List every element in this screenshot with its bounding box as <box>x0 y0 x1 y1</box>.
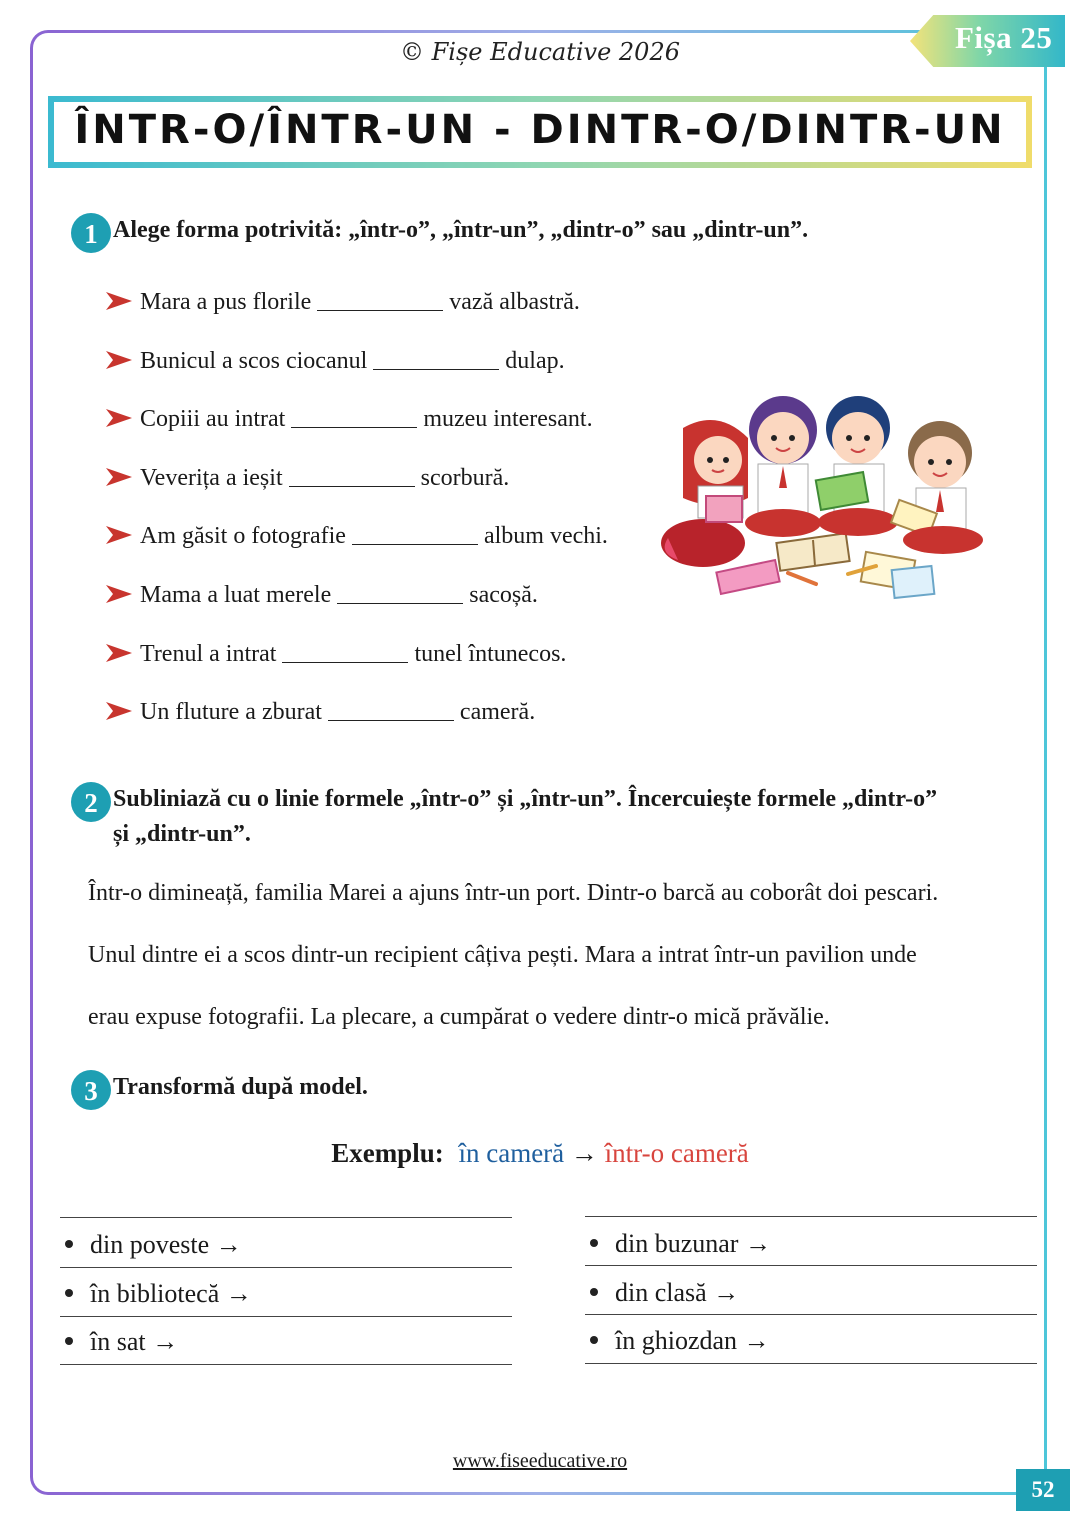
fill-in-blank[interactable] <box>352 522 478 545</box>
sheet-label: Fișa 25 <box>955 20 1053 55</box>
red-arrow-icon <box>106 524 132 546</box>
child-1-icon <box>661 420 748 567</box>
exercise-2-text-line-2: Unul dintre ei a scos dintr-un recipient câțiva pești. Mara a intrat într-un pavilion unde <box>88 942 917 968</box>
page-title: ÎNTR-O/ÎNTR-UN - DINTR-O/DINTR-UN <box>74 107 1006 153</box>
exercise-2-text-line-1: Într-o dimineață, familia Marei a ajuns într-un port. Dintr-o barcă au coborât doi pescari. <box>88 880 939 906</box>
exercise-3-number: 3 <box>71 1070 111 1110</box>
fill-in-item <box>106 463 509 493</box>
transform-item-left-1: din poveste → <box>65 1230 242 1260</box>
fill-in-item <box>106 639 566 669</box>
fill-in-item <box>106 346 565 376</box>
exercise-2-instruction <box>113 782 1013 852</box>
fill-in-item-after: tunel întunecos. <box>414 641 567 667</box>
child-3-icon <box>816 396 898 536</box>
fill-in-blank[interactable] <box>291 405 417 428</box>
example-line <box>0 1138 1080 1169</box>
fill-in-item-after: sacoșă. <box>469 582 538 608</box>
fill-in-blank[interactable] <box>289 464 415 487</box>
fill-in-item-before: Veverița a ieșit <box>140 465 283 491</box>
exercise-1-instruction: Alege forma potrivită: „într-o”, „într-un”, „dintr-o” sau „dintr-un”. <box>113 217 809 243</box>
fill-in-item-after: scorbură. <box>420 465 510 491</box>
transform-item-right-1: din buzunar → <box>590 1229 771 1259</box>
exercise-2-instruction-line-1: Subliniază cu o linie formele „într-o” și „într-un”. Încercuiește formele „dintr-o” <box>113 786 938 812</box>
children-reading-illustration <box>658 388 988 610</box>
answer-line <box>585 1265 1037 1266</box>
fill-in-item-before: Trenul a intrat <box>140 641 277 667</box>
exercise-3-instruction: Transformă după model. <box>113 1074 368 1100</box>
fill-in-item-after: muzeu interesant. <box>423 406 593 432</box>
answer-line <box>585 1216 1037 1217</box>
child-4-icon <box>891 421 983 554</box>
fill-in-item-after: album vechi. <box>483 523 608 549</box>
fill-in-item-after: cameră. <box>459 699 536 725</box>
red-arrow-icon <box>106 583 132 605</box>
red-arrow-icon <box>106 349 132 371</box>
fill-in-item-before: Un fluture a zburat <box>140 699 322 725</box>
transform-item-left-3: în sat → <box>65 1327 178 1357</box>
child-2-icon <box>745 396 821 537</box>
fill-in-item-before: Mara a pus florile <box>140 289 312 315</box>
fill-in-blank[interactable] <box>373 347 499 370</box>
floor-books-icon <box>716 533 934 598</box>
transform-item-right-2: din clasă → <box>590 1278 739 1308</box>
answer-line <box>585 1363 1037 1364</box>
fill-in-item <box>106 521 608 551</box>
fill-in-item-before: Bunicul a scos ciocanul <box>140 348 368 374</box>
answer-line <box>60 1316 512 1317</box>
fill-in-item-before: Copiii au intrat <box>140 406 286 432</box>
exercise-2-number: 2 <box>71 782 111 822</box>
fill-in-item <box>106 287 580 317</box>
fill-in-blank[interactable] <box>328 698 454 721</box>
red-arrow-icon <box>106 466 132 488</box>
fill-in-blank[interactable] <box>337 581 463 604</box>
answer-line <box>60 1364 512 1365</box>
example-from: în cameră <box>458 1138 565 1168</box>
exercise-2-instruction-line-2: și „dintr-un”. <box>113 821 251 847</box>
fill-in-item <box>106 404 593 434</box>
example-arrow: → <box>570 1138 598 1168</box>
exercise-1-number: 1 <box>71 213 111 253</box>
page-number: 52 <box>1016 1469 1070 1511</box>
fill-in-blank[interactable] <box>282 640 408 663</box>
answer-line <box>60 1267 512 1268</box>
fill-in-item-after: dulap. <box>505 348 565 374</box>
answer-line <box>60 1217 512 1218</box>
fill-in-item-before: Mama a luat merele <box>140 582 332 608</box>
red-arrow-icon <box>106 700 132 722</box>
fill-in-item <box>106 580 538 610</box>
example-to: într-o cameră <box>604 1138 749 1168</box>
transform-item-right-3: în ghiozdan → <box>590 1326 770 1356</box>
red-arrow-icon <box>106 290 132 312</box>
website-link[interactable]: www.fiseeducative.ro <box>452 1450 628 1472</box>
exercise-2-text-line-3: erau expuse fotografii. La plecare, a cumpărat o vedere dintr-o mică prăvălie. <box>88 1004 830 1030</box>
copyright-text: © Fișe Educative 2026 <box>400 38 680 66</box>
fill-in-item <box>106 697 535 727</box>
example-label: Exemplu: <box>331 1138 444 1168</box>
page-frame <box>30 30 1047 1495</box>
fill-in-item-after: vază albastră. <box>449 289 580 315</box>
red-arrow-icon <box>106 642 132 664</box>
fill-in-item-before: Am găsit o fotografie <box>140 523 346 549</box>
transform-item-left-2: în bibliotecă → <box>65 1279 252 1309</box>
fill-in-blank[interactable] <box>317 288 443 311</box>
red-arrow-icon <box>106 407 132 429</box>
answer-line <box>585 1314 1037 1315</box>
exercise-2-text <box>88 862 993 1048</box>
